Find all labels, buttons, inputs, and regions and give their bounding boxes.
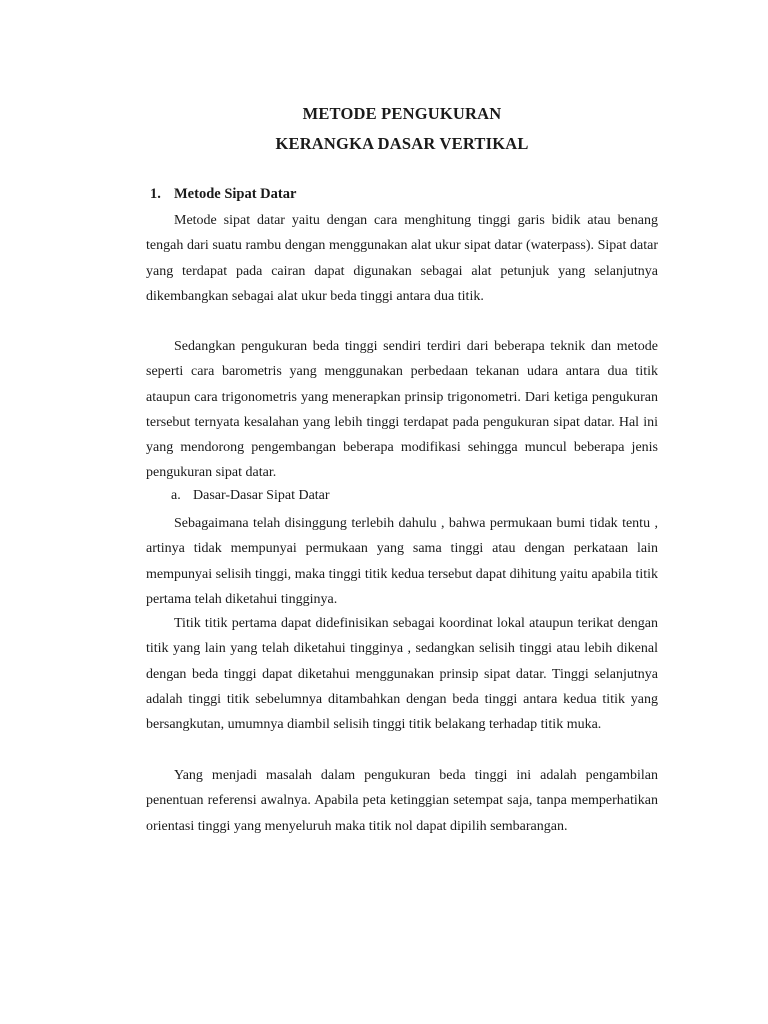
subsection-heading xyxy=(171,488,330,504)
paragraph: Sebagaimana telah disinggung terlebih dahulu , bahwa permukaan bumi tidak tentu , artinya tidak mempunyai permukaan yang sama tinggi atau dengan perkataan lain mempunyai selisih tinggi, maka tinggi titik kedua tersebut dapat dihitung yaitu apabila titik pertama telah diketahui tingginya. xyxy=(146,516,658,607)
paragraph: Yang menjadi masalah dalam pengukuran beda tinggi ini adalah pengambilan penentuan referensi awalnya. Apabila peta ketinggian setempat saja, tanpa memperhatikan orientasi tinggi yang menyeluruh maka titik nol dapat dipilih sembarangan. xyxy=(146,768,658,834)
document-title-line2: KERANGKA DASAR VERTIKAL xyxy=(275,134,529,153)
document-title-line1: METODE PENGUKURAN xyxy=(302,104,502,123)
section-heading-text: Metode Sipat Datar xyxy=(174,186,297,202)
paragraph: Titik titik pertama dapat didefinisikan sebagai koordinat lokal ataupun terikat dengan titik yang lain yang telah diketahui tingginya , sedangkan selisih tinggi atau lebih dikenal dengan beda tinggi dapat diketahui menggunakan prinsip sipat datar. Tinggi selanjutnya adalah tinggi titik sebelumnya ditambahkan dengan beda tinggi antara kedua titik yang bersangkutan, umumnya diambil selisih tinggi titik belakang terhadap titik muka. xyxy=(146,616,658,733)
subsection-heading-text: Dasar-Dasar Sipat Datar xyxy=(193,488,330,503)
section-number: 1. xyxy=(150,186,161,202)
section-heading xyxy=(150,186,296,203)
paragraph: Sedangkan pengukuran beda tinggi sendiri terdiri dari beberapa teknik dan metode seperti cara barometris yang menggunakan perbedaan tekanan udara antara dua titik ataupun cara trigonometris yang menerapkan prinsip trigonometri. Dari ketiga pengukuran tersebut ternyata kesalahan yang lebih tinggi terdapat pada pengukuran sipat datar. Hal ini yang mendorong pengembangan beberapa modifikasi sehingga muncul beberapa jenis pengukuran sipat datar. xyxy=(146,339,658,481)
paragraph: Metode sipat datar yaitu dengan cara menghitung tinggi garis bidik atau benang tengah dari suatu rambu dengan menggunakan alat ukur sipat datar (waterpass). Sipat datar yang terdapat pada cairan dapat digunakan sebagai alat petunjuk yang selanjutnya dikembangkan sebagai alat ukur beda tinggi antara dua titik. xyxy=(146,213,658,304)
subsection-letter: a. xyxy=(171,488,181,503)
